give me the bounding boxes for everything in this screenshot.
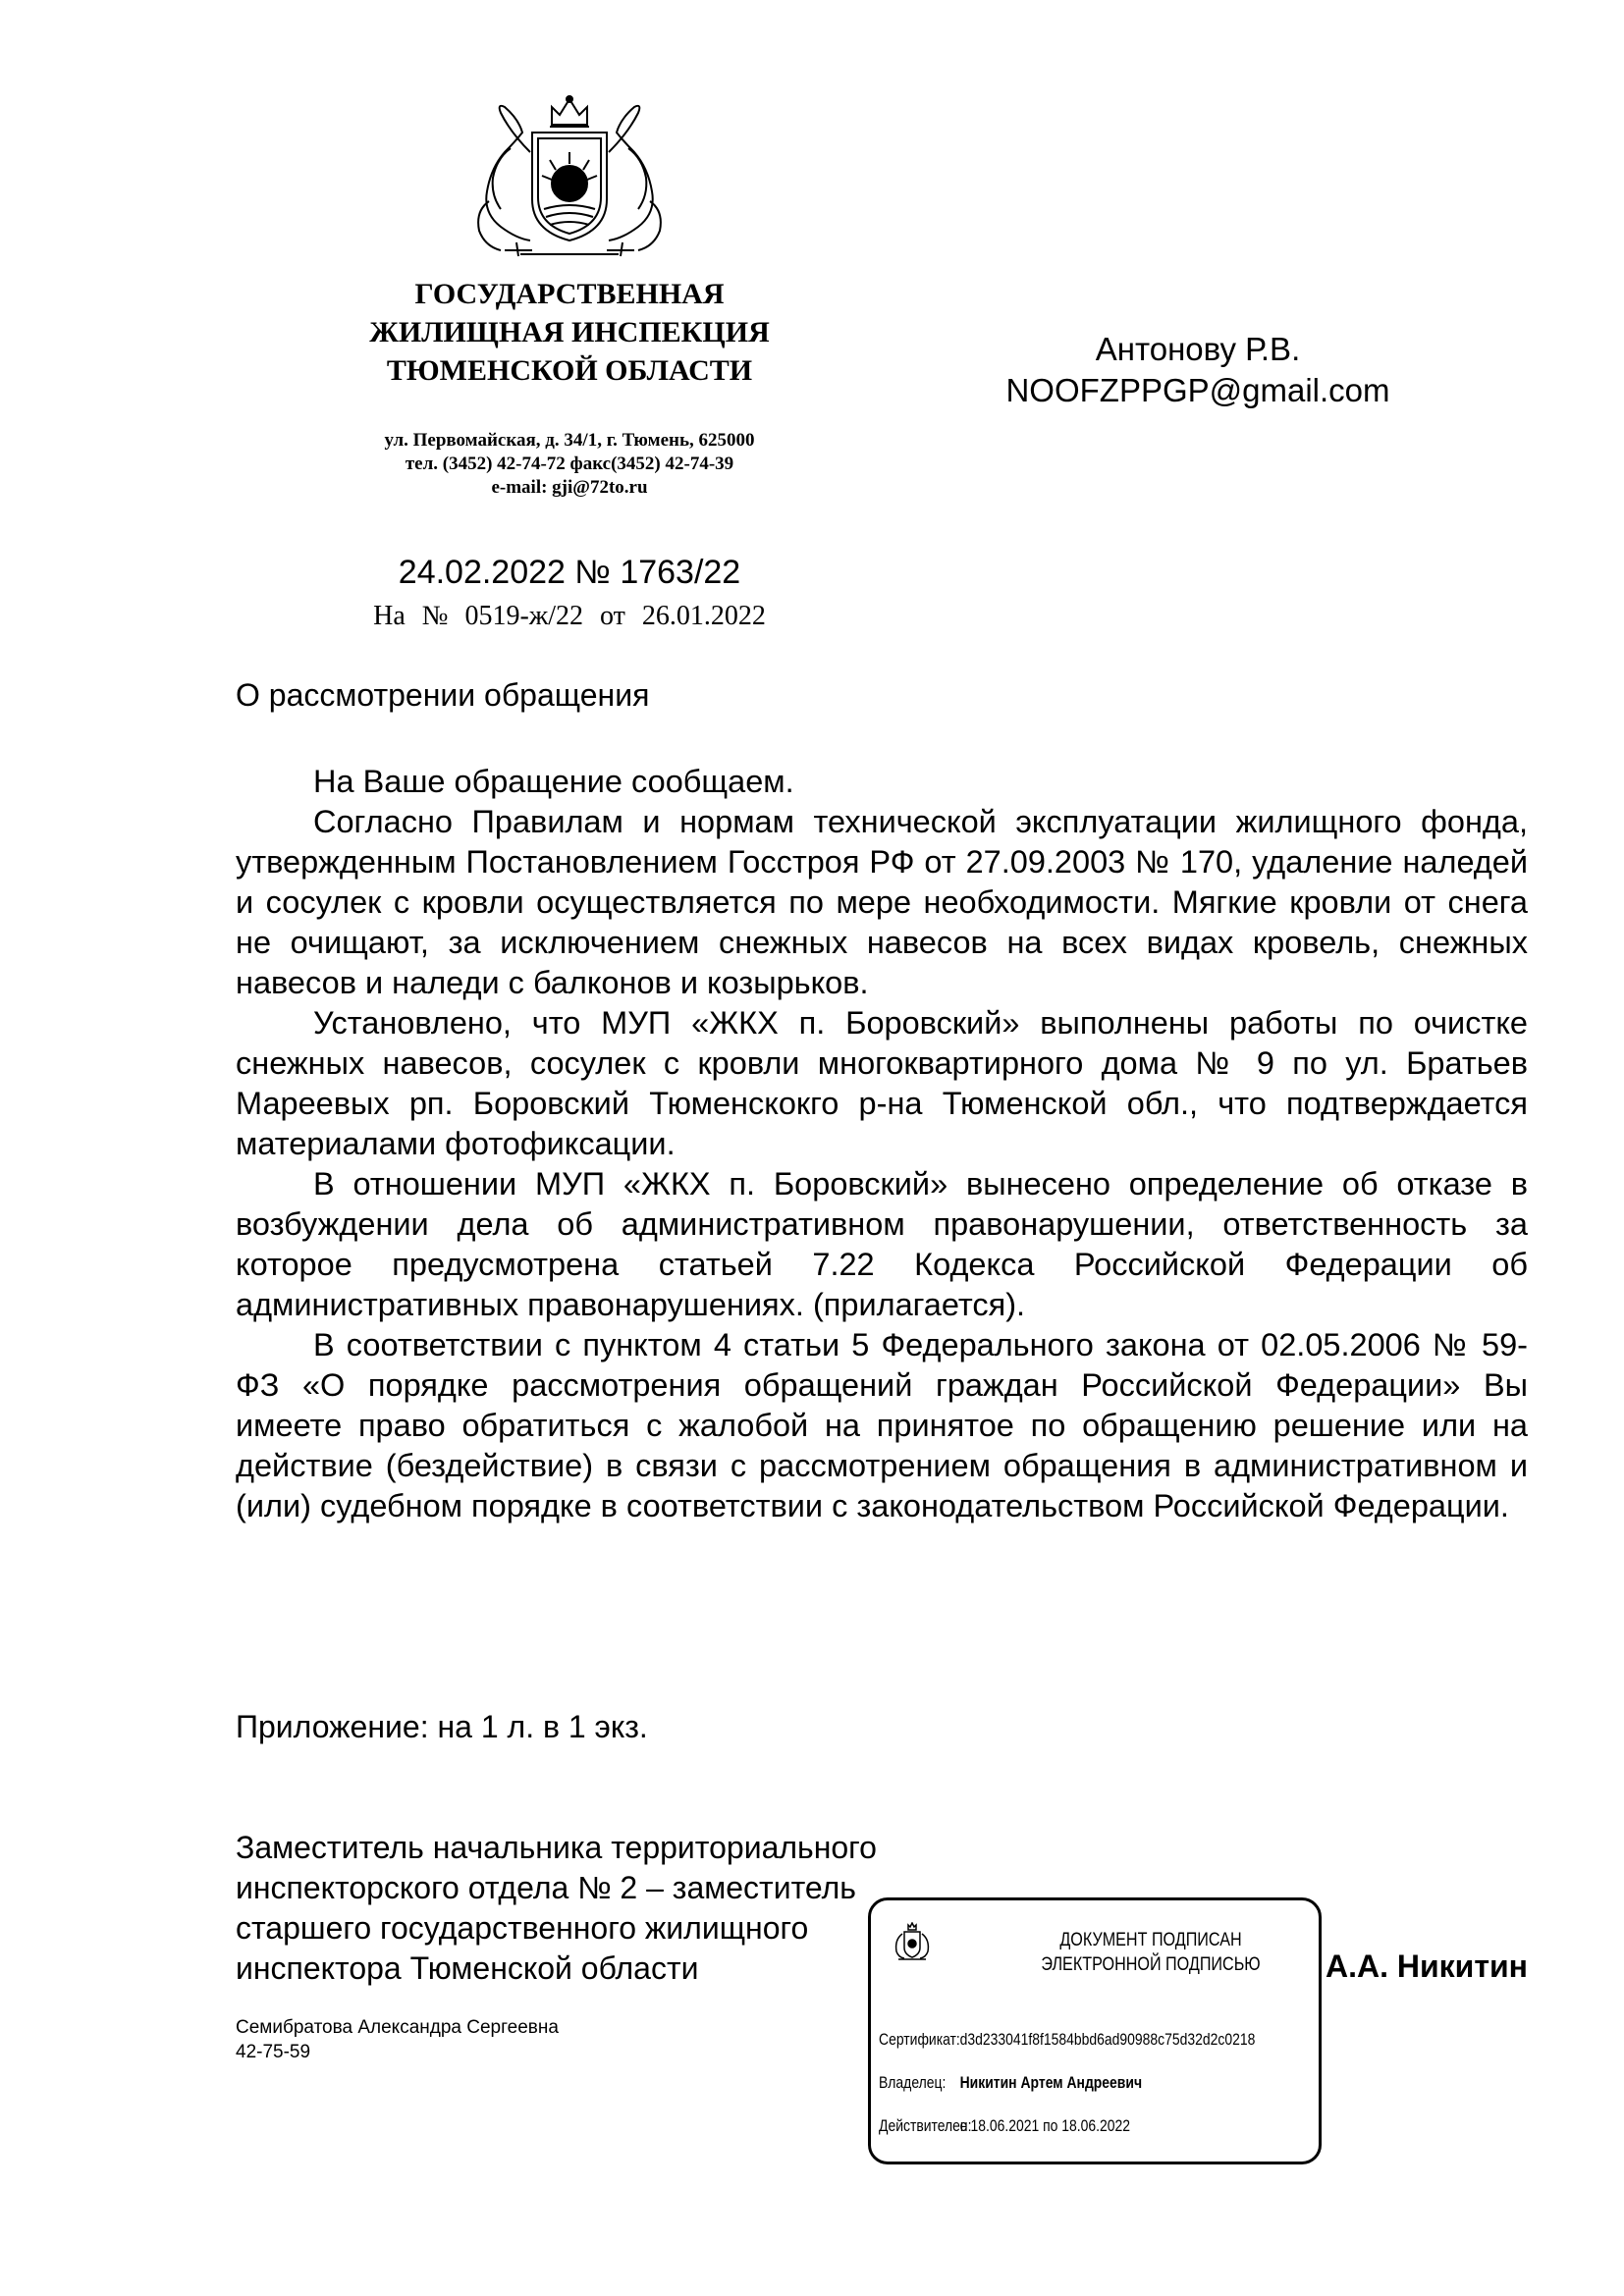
body-paragraph: Установлено, что МУП «ЖКХ п. Боровский» выполнены работы по очистке снежных навесов, сосулек с кровли многоквартирного дома № 9 по ул. Братьев Мареевых рп. Боровский Тюменскокго р-на Тюменской обл., что подтверждается материалами фотофиксации.: [236, 1005, 1528, 1161]
certificate-value: d3d233041f8f1584bbd6ad90988c75d32d2c0218: [959, 2030, 1256, 2049]
certificate-label: Сертификат:: [879, 2030, 960, 2049]
signer-position-line: инспекторского отдела № 2 – заместитель: [236, 1870, 856, 1905]
stamp-title-line: ДОКУМЕНТ ПОДПИСАН: [1059, 1930, 1242, 1950]
body-paragraph: В отношении МУП «ЖКХ п. Боровский» вынесено определение об отказе в возбуждении дела об административном правонарушении, ответственность за которое предусмотрена статьей 7.22 Кодекса Российской Федерации об административных правонарушениях. (прилагается).: [236, 1166, 1528, 1322]
owner-label: Владелец:: [879, 2073, 947, 2092]
letter-body: [236, 762, 1528, 1526]
org-name-line3: ТЮМЕНСКОЙ ОБЛАСТИ: [386, 354, 753, 387]
stamp-validity-row: [879, 2116, 1130, 2136]
coat-of-arms-emblem: [461, 93, 677, 260]
org-name-line1: ГОСУДАРСТВЕННАЯ: [414, 278, 725, 310]
org-email: e-mail: gji@72to.ru: [491, 477, 648, 498]
signer-position-line: Заместитель начальника территориального: [236, 1830, 877, 1865]
stamp-certificate-row: [879, 2030, 1255, 2050]
executor-phone: 42-75-59: [236, 2042, 311, 2062]
owner-value: Никитин Артем Андреевич: [959, 2073, 1143, 2092]
body-paragraph: В соответствии с пунктом 4 статьи 5 Федерального закона от 02.05.2006 № 59-ФЗ «О порядке рассмотрения обращений граждан Российской Федерации» Вы имеете право обратиться с жалобой на принятое по обращению решение или на действие (бездействие) в связи с рассмотрением обращения в административном и (или) судебном порядке в соответствии с законодательством Российской Федерации.: [236, 1327, 1528, 1523]
letter-subject: О рассмотрении обращения: [236, 677, 650, 713]
signer-name: А.А. Никитин: [1325, 1949, 1528, 1984]
stamp-title-line: ЭЛЕКТРОННОЙ ПОДПИСЬЮ: [1041, 1954, 1261, 1975]
body-paragraph: Согласно Правилам и нормам технической эксплуатации жилищного фонда, утвержденным Постановлением Госстроя РФ от 27.09.2003 № 170, удаление наледей и сосулек с кровли осуществляется по мере необходимости. Мягкие кровли от снега не очищают, за исключением снежных навесов на всех видах кровель, снежных навесов и наледи с балконов и козырьков.: [236, 804, 1528, 1000]
incoming-reference: На № 0519-ж/22 от 26.01.2022: [373, 601, 766, 631]
executor-name: Семибратова Александра Сергеевна: [236, 2017, 559, 2038]
org-name-line2: ЖИЛИЩНАЯ ИНСПЕКЦИЯ: [369, 316, 770, 348]
electronic-signature-stamp: [868, 1897, 1322, 2164]
attachment-note: Приложение: на 1 л. в 1 экз.: [236, 1709, 648, 1744]
body-paragraph: На Ваше обращение сообщаем.: [313, 764, 794, 799]
signer-position-line: инспектора Тюменской области: [236, 1950, 699, 1986]
outgoing-date-number: 24.02.2022 № 1763/22: [398, 554, 741, 591]
coat-of-arms-icon: [891, 1922, 934, 1961]
org-phone: тел. (3452) 42-74-72 факс(3452) 42-74-39: [405, 454, 734, 474]
stamp-title: [1021, 1928, 1280, 1977]
stamp-owner-row: [879, 2073, 1142, 2093]
addressee-name: Антонову Р.В.: [1095, 331, 1301, 367]
validity-label: Действителен:: [879, 2116, 972, 2135]
org-address: ул. Первомайская, д. 34/1, г. Тюмень, 625000: [384, 430, 755, 451]
addressee-email: NOOFZPPGP@gmail.com: [1005, 372, 1390, 408]
validity-value: с 18.06.2021 по 18.06.2022: [959, 2116, 1131, 2135]
signer-position-line: старшего государственного жилищного: [236, 1910, 809, 1946]
